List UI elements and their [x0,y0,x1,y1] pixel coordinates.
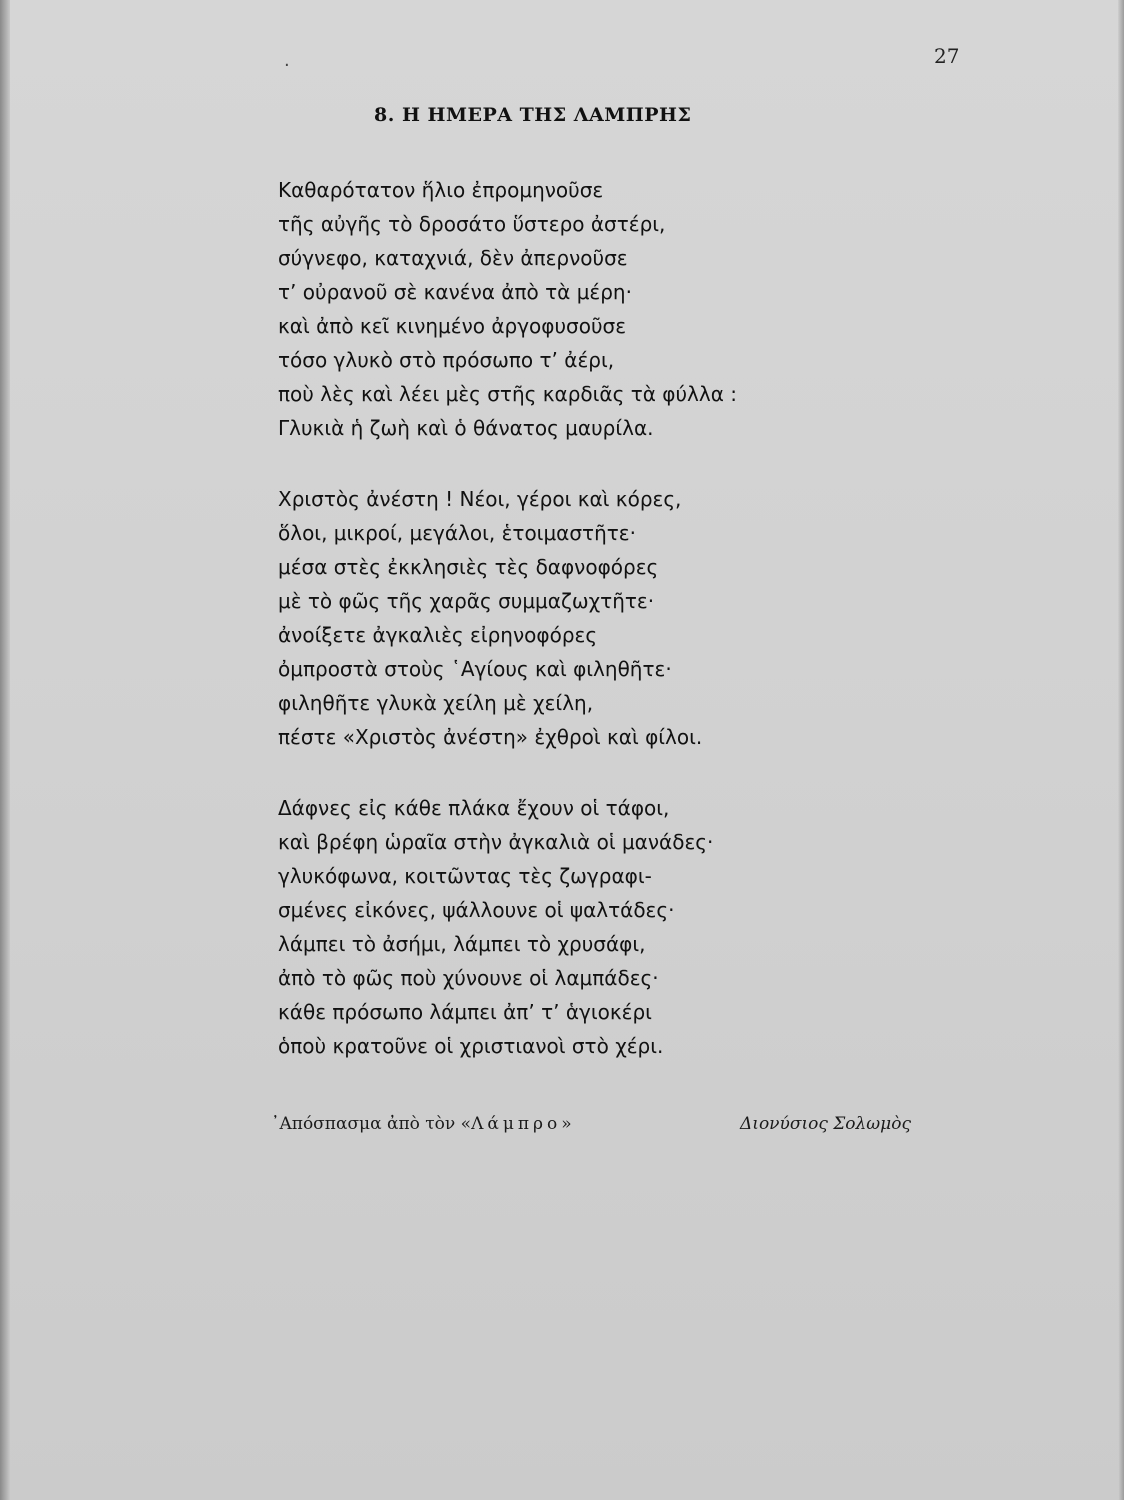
poem-line: ὅλοι, μικροί, μεγάλοι, ἑτοιμαστῆτε· [278,521,636,545]
author-name: Διονύσιος Σολωμὸς [740,1114,911,1134]
poem-line: ὀμπροστὰ στοὺς ῾Αγίους καὶ φιληθῆτε· [278,657,672,681]
stanza-3 [278,791,737,1063]
poem-line: λάμπει τὸ ἀσήμι, λάμπει τὸ χρυσάφι, [278,932,646,956]
page-left-edge [0,0,10,1500]
source-prefix: ᾽Απόσπασμα ἀπὸ τὸν « [271,1114,472,1134]
poem-body [278,173,737,1063]
poem-line: μέσα στὲς ἐκκλησιὲς τὲς δαφνοφόρες [278,555,659,579]
poem-line: τ’ οὐρανοῦ σὲ κανένα ἀπὸ τὰ μέρη· [278,280,632,304]
poem-line: γλυκόφωνα, κοιτῶντας τὲς ζωγραφι- [278,864,652,888]
poem-line: Γλυκιὰ ἡ ζωὴ καὶ ὁ θάνατος μαυρίλα. [278,416,654,440]
poem-line: ποὺ λὲς καὶ λέει μὲς στῆς καρδιᾶς τὰ φύλλα : [278,382,737,406]
poem-line: καὶ βρέφη ὡραῖα στὴν ἀγκαλιὰ οἱ μανάδες· [278,830,714,854]
poem-line: καὶ ἀπὸ κεῖ κινημένο ἀργοφυσοῦσε [278,314,627,338]
source-suffix: » [561,1114,572,1134]
poem-line: πέστε «Χριστὸς ἀνέστη» ἐχθροὶ καὶ φίλοι. [278,725,703,749]
stanza-1 [278,173,737,445]
page-number: 27 [934,44,960,68]
poem-line: ὁποὺ κρατοῦνε οἱ χριστιανοὶ στὸ χέρι. [278,1034,664,1058]
poem-line: κάθε πρόσωπο λάμπει ἀπ’ τ’ ἁγιοκέρι [278,1000,652,1024]
stanza-2 [278,482,737,754]
poem-title: 8. Η ΗΜΕΡΑ ΤΗΣ ΛΑΜΠΡΗΣ [374,104,692,126]
header-dot: . [284,50,290,71]
source-citation [271,1114,572,1134]
poem-line: σύγνεφο, καταχνιά, δὲν ἀπερνοῦσε [278,246,628,270]
poem-line: Δάφνες εἰς κάθε πλάκα ἔχουν οἱ τάφοι, [278,796,670,820]
poem-line: Χριστὸς ἀνέστη ! Νέοι, γέροι καὶ κόρες, [278,487,682,511]
poem-line: σμένες εἰκόνες, ψάλλουνε οἱ ψαλτάδες· [278,898,675,922]
poem-line: μὲ τὸ φῶς τῆς χαρᾶς συμμαζωχτῆτε· [278,589,655,613]
poem-line: ἀπὸ τὸ φῶς ποὺ χύνουνε οἱ λαμπάδες· [278,966,659,990]
poem-line: τῆς αὐγῆς τὸ δροσάτο ὕστερο ἀστέρι, [278,212,666,236]
poem-line: ἀνοίξετε ἀγκαλιὲς εἰρηνοφόρες [278,623,598,647]
source-work-title: Λάμπρο [471,1114,562,1134]
page-right-edge [1118,0,1124,1500]
poem-line: τόσο γλυκὸ στὸ πρόσωπο τ’ ἀέρι, [278,348,615,372]
poem-line: φιληθῆτε γλυκὰ χείλη μὲ χείλη, [278,691,594,715]
poem-line: Καθαρότατον ἥλιο ἐπρομηνοῦσε [278,178,604,202]
